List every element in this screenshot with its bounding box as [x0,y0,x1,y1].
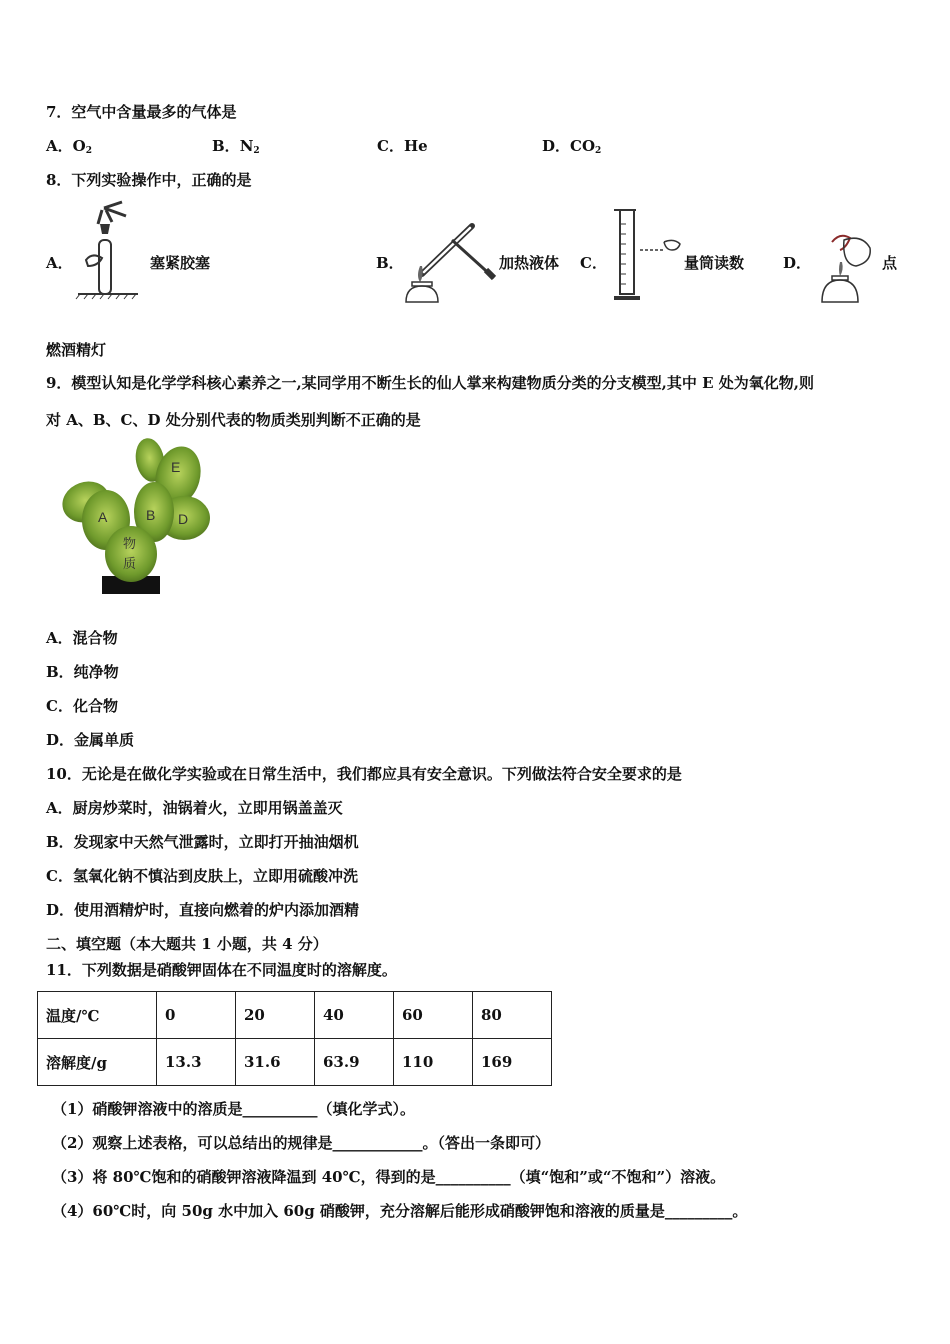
cactus-label-e: E [171,459,181,475]
cactus-label-b: B [146,507,156,523]
cactus-label-a: A [98,509,108,525]
q11-sub-2: （2）观察上述表格，可以总结出的规律是____________。（答出一条即可） [52,1134,550,1152]
table-cell: 169 [473,1039,552,1086]
table-row [38,992,552,1039]
stopper-insert-figure [74,200,144,300]
cactus-label-d: D [178,511,189,527]
alcohol-lamp-figure [814,232,880,304]
q9-option-a: A．混合物 [46,629,118,647]
q7-option-b: B．$N_2$ [212,137,260,156]
cactus-label-zhi: 质 [123,557,137,572]
q9-option-d: D．金属单质 [46,731,135,749]
q10-option-c: C．氢氧化钠不慎沾到皮肤上，立即用硫酸冲洗 [46,867,358,885]
q11-sub-1: （1）硝酸钾溶液中的溶质是__________（填化学式）。 [52,1100,415,1118]
q9-option-b: B．纯净物 [46,663,119,681]
q8-option-a-label: A． [46,254,73,272]
table-cell: 31.6 [236,1039,315,1086]
q8-option-d-caption-continued: 燃酒精灯 [46,341,107,359]
table-cell: 60 [394,992,473,1039]
q11-stem: 11．下列数据是硝酸钾固体在不同温度时的溶解度。 [46,961,397,979]
q10-option-a: A．厨房炒菜时，油锅着火，立即用锅盖盖灭 [46,799,343,817]
table-cell: 20 [236,992,315,1039]
cactus-label-wu: 物 [123,537,137,552]
table-cell: 63.9 [315,1039,394,1086]
q7-option-c: C．He [377,137,428,155]
q9-stem-line-1: 9．模型认知是化学学科核心素养之一,某同学用不断生长的仙人掌来构建物质分类的分支模型,其中 E 处为氧化物,则 [46,374,814,392]
q8-option-d-label: D． [783,254,812,272]
q7-option-a: A．$O_2$ [46,137,92,156]
q8-option-c-caption: 量筒读数 [684,254,745,272]
q11-sub-4: （4）60℃时，向 50g 水中加入 60g 硝酸钾，充分溶解后能形成硝酸钾饱和溶液的质量是_________。 [52,1202,748,1220]
q9-stem-line-2: 对 A、B、C、D 处分别代表的物质类别判断不正确的是 [46,411,421,429]
heating-liquid-figure [402,218,498,304]
section-2-title: 二、填空题（本大题共 1 小题，共 4 分） [46,935,328,953]
q8-option-d-caption: 点 [882,254,898,272]
q10-option-d: D．使用酒精炉时，直接向燃着的炉内添加酒精 [46,901,360,919]
graduated-cylinder-figure [612,206,684,304]
table-row [38,1039,552,1086]
q8-stem: 8．下列实验操作中，正确的是 [46,171,252,189]
q10-stem: 10．无论是在做化学实验或在日常生活中，我们都应具有安全意识。下列做法符合安全要求的是 [46,765,682,783]
solubility-table [37,991,552,1086]
table-cell: 40 [315,992,394,1039]
cactus-classification-figure [58,438,216,598]
q9-option-c: C．化合物 [46,697,118,715]
table-cell: 110 [394,1039,473,1086]
q8-option-a-caption: 塞紧胶塞 [150,254,211,272]
q8-option-b-caption: 加热液体 [499,254,560,272]
q8-option-c-label: C． [580,254,607,272]
q7-option-d: D．$CO_2$ [542,137,602,156]
q7-stem: 7．空气中含量最多的气体是 [46,103,237,121]
table-cell: 80 [473,992,552,1039]
table-header-solubility: 溶解度/g [38,1039,157,1086]
q10-option-b: B．发现家中天然气泄露时，立即打开抽油烟机 [46,833,359,851]
q11-sub-3: （3）将 80℃饱和的硝酸钾溶液降温到 40℃，得到的是__________（填“饱和”或“不饱和”）溶液。 [52,1168,726,1186]
table-cell: 0 [157,992,236,1039]
q8-option-b-label: B． [376,254,404,272]
table-cell: 13.3 [157,1039,236,1086]
table-header-temperature: 温度/℃ [38,992,157,1039]
